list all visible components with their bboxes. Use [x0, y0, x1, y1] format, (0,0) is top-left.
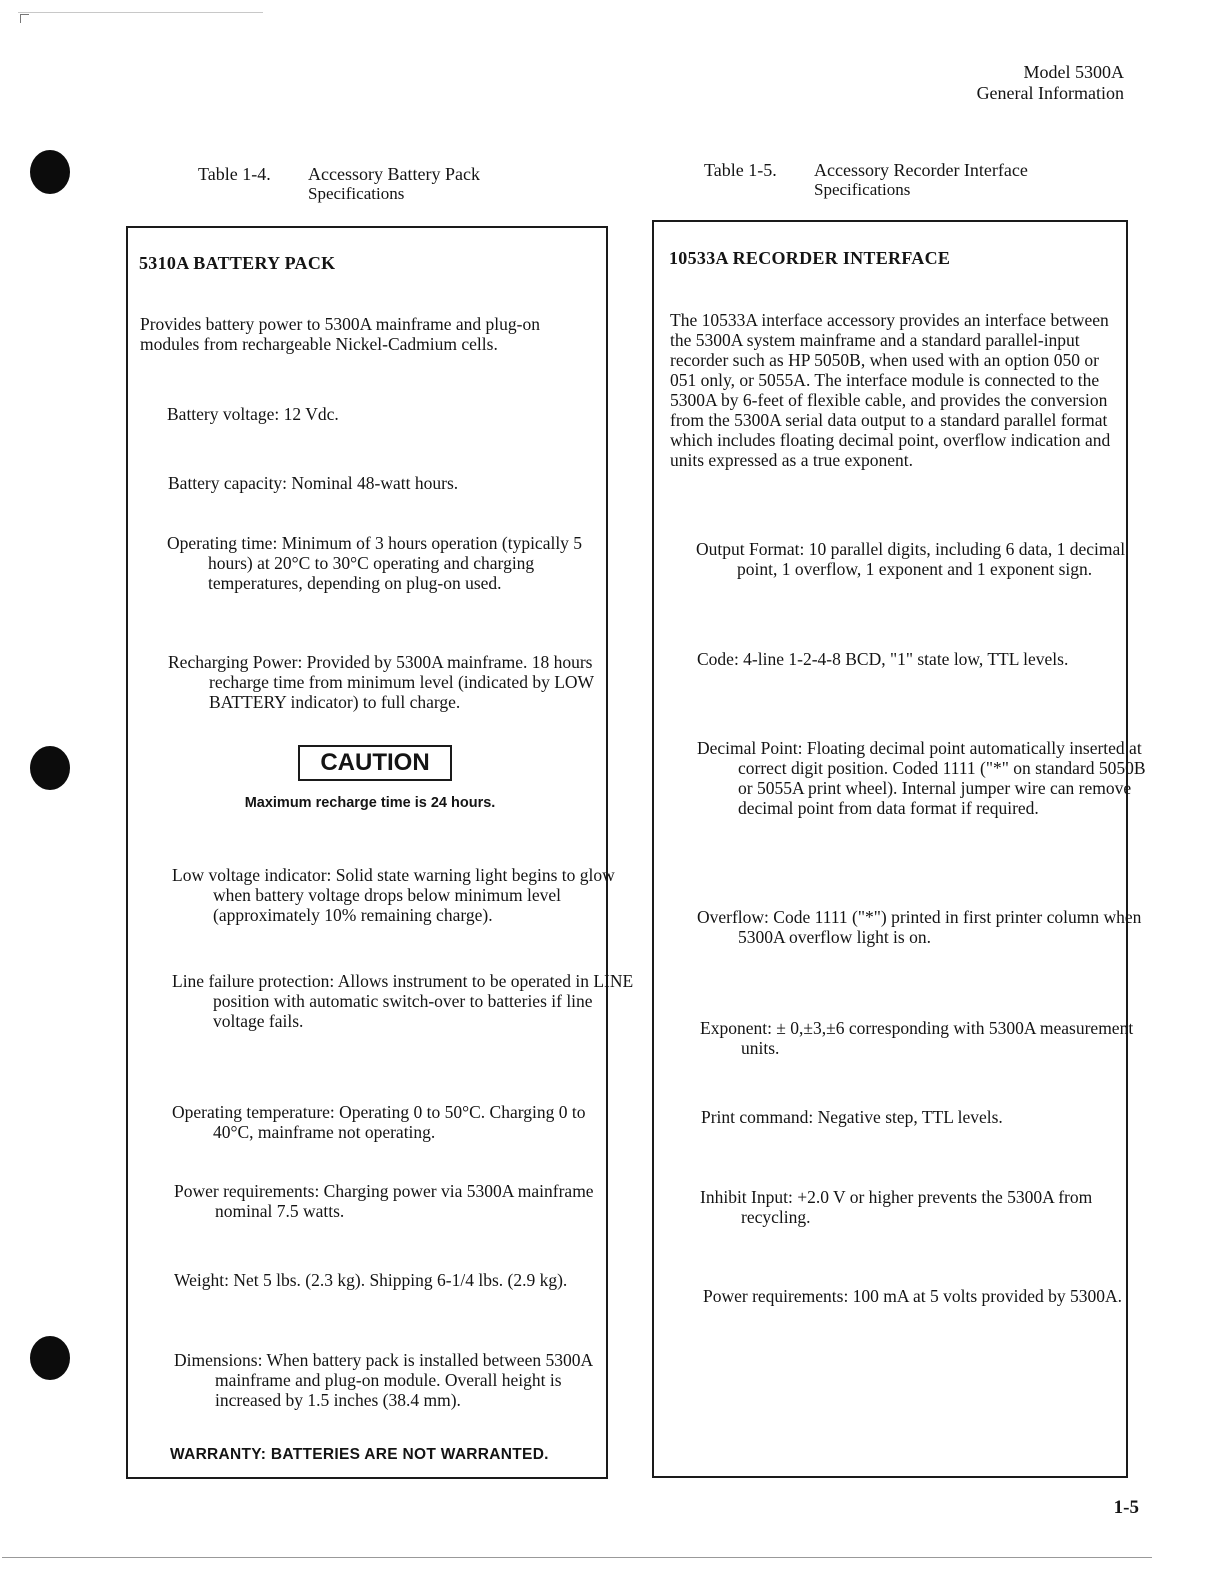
- header-section: General Information: [976, 83, 1124, 103]
- spec-code: Code: 4-line 1-2-4-8 BCD, "1" state low, TTL levels.: [697, 649, 1069, 669]
- spec-low-voltage-indicator: Low voltage indicator: Solid state warning light begins to glow when battery voltage drops below minimum level (approximately 10% remaining charge).: [172, 865, 615, 925]
- spec-exponent: Exponent: ± 0,±3,±6 corresponding with 5300A measurement units.: [700, 1018, 1134, 1058]
- binder-hole-top: [30, 150, 70, 194]
- recorder-interface-title: 10533A RECORDER INTERFACE: [669, 248, 951, 268]
- spec-operating-time: Operating time: Minimum of 3 hours operation (typically 5 hours) at 20°C to 30°C operating and charging temperatures, depending on plug-on used.: [167, 533, 583, 593]
- spec-operating-temperature: Operating temperature: Operating 0 to 50°C. Charging 0 to 40°C, mainframe not operating.: [172, 1102, 586, 1142]
- spec-power-requirements-left: Power requirements: Charging power via 5300A mainframe nominal 7.5 watts.: [174, 1181, 594, 1221]
- warranty-note: WARRANTY: BATTERIES ARE NOT WARRANTED.: [170, 1446, 549, 1463]
- battery-pack-intro: Provides battery power to 5300A mainframe and plug-on modules from rechargeable Nickel-Cadmium cells.: [140, 314, 540, 354]
- right-table-title-2: Specifications: [814, 180, 911, 199]
- scan-bottom-rule: [2, 1557, 1152, 1558]
- spec-power-requirements-right: Power requirements: 100 mA at 5 volts provided by 5300A.: [703, 1286, 1122, 1306]
- battery-pack-title: 5310A BATTERY PACK: [139, 253, 336, 273]
- binder-hole-middle: [30, 746, 70, 790]
- right-table-caption: [704, 160, 1124, 204]
- left-table-label: Table 1-4.: [198, 164, 271, 184]
- spec-dimensions: Dimensions: When battery pack is installed between 5300A mainframe and plug-on module. Overall height is increased by 1.5 inches (38.4 mm).: [174, 1350, 593, 1410]
- header-model: Model 5300A: [1023, 62, 1124, 82]
- left-table-title-1: Accessory Battery Pack: [308, 164, 480, 184]
- spec-battery-capacity: Battery capacity: Nominal 48-watt hours.: [168, 473, 459, 493]
- spec-output-format: Output Format: 10 parallel digits, including 6 data, 1 decimal point, 1 overflow, 1 exponent and 1 exponent sign.: [696, 539, 1126, 579]
- recorder-interface-intro: The 10533A interface accessory provides an interface between the 5300A system mainframe and a standard parallel-input recorder such as HP 5050B, when used with an option 050 or 051 only, or 5055A. The interface module is connected to the 5300A by 6-feet of flexible cable, and provides the conversion from the 5300A serial data output to a standard parallel format which includes floating decimal point, overflow indication and units expressed as a true exponent.: [670, 310, 1111, 470]
- caution-label: CAUTION: [298, 745, 452, 781]
- left-table-title-2: Specifications: [308, 184, 405, 203]
- spec-weight: Weight: Net 5 lbs. (2.3 kg). Shipping 6-1/4 lbs. (2.9 kg).: [174, 1270, 568, 1290]
- spec-decimal-point: Decimal Point: Floating decimal point automatically inserted at correct digit position. Coded 1111 ("*" on standard 5050B or 5055A print wheel). Internal jumper wire can remove decimal point from data format if required.: [697, 738, 1146, 818]
- corner-mark: [20, 14, 29, 23]
- page-header: [977, 62, 1124, 104]
- spec-print-command: Print command: Negative step, TTL levels.: [701, 1107, 1003, 1127]
- spec-line-failure-protection: Line failure protection: Allows instrument to be operated in LINE position with automatic switch-over to batteries if line voltage fails.: [172, 971, 634, 1031]
- spec-inhibit-input: Inhibit Input: +2.0 V or higher prevents the 5300A from recycling.: [700, 1187, 1093, 1227]
- caution-text: Maximum recharge time is 24 hours.: [244, 795, 496, 811]
- page-number: 1-5: [1113, 1497, 1139, 1518]
- binder-hole-bottom: [30, 1336, 70, 1380]
- spec-recharging-power: Recharging Power: Provided by 5300A mainframe. 18 hours recharge time from minimum level (indicated by LOW BATTERY indicator) to full charge.: [168, 652, 594, 712]
- left-table-caption: [198, 164, 558, 208]
- spec-overflow: Overflow: Code 1111 ("*") printed in first printer column when 5300A overflow light is on.: [697, 907, 1142, 947]
- scan-top-rule: [18, 12, 263, 13]
- right-table-label: Table 1-5.: [704, 160, 777, 180]
- right-table-title-1: Accessory Recorder Interface: [814, 160, 1028, 180]
- spec-battery-voltage: Battery voltage: 12 Vdc.: [167, 404, 339, 424]
